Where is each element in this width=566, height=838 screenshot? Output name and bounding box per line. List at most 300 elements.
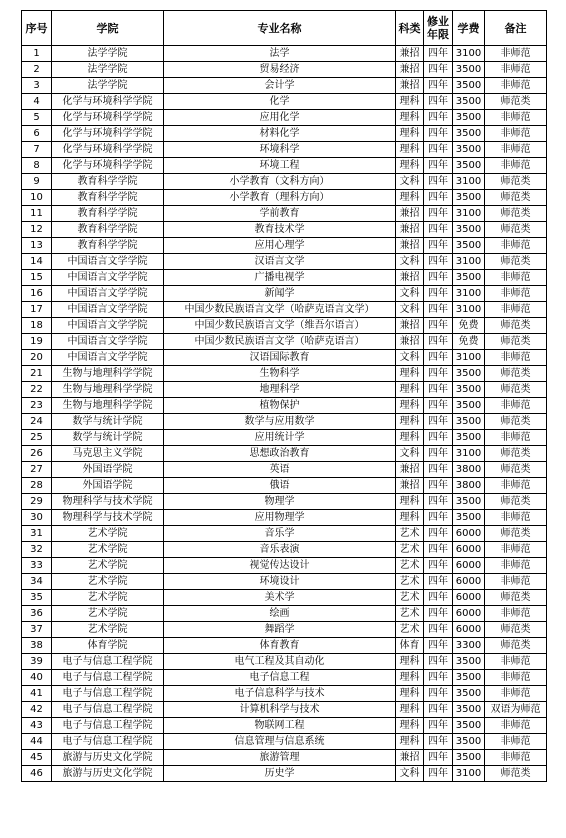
cell-category: 理科: [396, 670, 424, 686]
cell-years: 四年: [424, 94, 453, 110]
table-row: [22, 174, 547, 190]
cell-major: 中国少数民族语言文学（哈萨克语言文学）: [164, 302, 396, 318]
cell-college: 物理科学与技术学院: [52, 494, 164, 510]
cell-major: 数学与应用数学: [164, 414, 396, 430]
cell-note: 非师范: [485, 286, 547, 302]
cell-years: 四年: [424, 606, 453, 622]
cell-fee: 免费: [453, 334, 485, 350]
table-row: [22, 78, 547, 94]
cell-college: 物理科学与技术学院: [52, 510, 164, 526]
table-row: [22, 286, 547, 302]
cell-years: 四年: [424, 270, 453, 286]
cell-college: 法学学院: [52, 78, 164, 94]
cell-major: 电子信息工程: [164, 670, 396, 686]
cell-index: 18: [22, 318, 52, 334]
cell-major: 汉语国际教育: [164, 350, 396, 366]
cell-major: 小学教育（理科方向）: [164, 190, 396, 206]
cell-major: 应用物理学: [164, 510, 396, 526]
cell-college: 艺术学院: [52, 606, 164, 622]
cell-category: 理科: [396, 110, 424, 126]
cell-category: 理科: [396, 686, 424, 702]
cell-major: 中国少数民族语言文学（维吾尔语言）: [164, 318, 396, 334]
header-years: 修业年限: [424, 11, 453, 46]
cell-note: 师范类: [485, 174, 547, 190]
cell-college: 电子与信息工程学院: [52, 734, 164, 750]
cell-index: 22: [22, 382, 52, 398]
cell-major: 教育技术学: [164, 222, 396, 238]
cell-college: 生物与地理科学学院: [52, 366, 164, 382]
cell-years: 四年: [424, 142, 453, 158]
cell-note: 非师范: [485, 510, 547, 526]
cell-college: 中国语言文学学院: [52, 302, 164, 318]
cell-college: 中国语言文学学院: [52, 350, 164, 366]
cell-index: 40: [22, 670, 52, 686]
table-row: [22, 334, 547, 350]
cell-major: 应用化学: [164, 110, 396, 126]
cell-note: 师范类: [485, 494, 547, 510]
table-row: [22, 222, 547, 238]
cell-category: 理科: [396, 382, 424, 398]
cell-college: 教育科学学院: [52, 190, 164, 206]
table-row: [22, 510, 547, 526]
header-note: 备注: [485, 11, 547, 46]
cell-years: 四年: [424, 302, 453, 318]
cell-college: 化学与环境科学学院: [52, 126, 164, 142]
cell-college: 数学与统计学院: [52, 430, 164, 446]
cell-note: 非师范: [485, 398, 547, 414]
cell-index: 46: [22, 766, 52, 782]
cell-category: 文科: [396, 254, 424, 270]
cell-category: 理科: [396, 366, 424, 382]
cell-college: 电子与信息工程学院: [52, 686, 164, 702]
cell-major: 信息管理与信息系统: [164, 734, 396, 750]
cell-note: 非师范: [485, 542, 547, 558]
table-row: [22, 350, 547, 366]
cell-fee: 3800: [453, 462, 485, 478]
cell-college: 教育科学学院: [52, 206, 164, 222]
cell-index: 29: [22, 494, 52, 510]
cell-college: 化学与环境科学学院: [52, 142, 164, 158]
cell-major: 音乐学: [164, 526, 396, 542]
cell-category: 文科: [396, 350, 424, 366]
cell-index: 34: [22, 574, 52, 590]
cell-college: 马克思主义学院: [52, 446, 164, 462]
table-row: [22, 46, 547, 62]
table-row: [22, 606, 547, 622]
cell-index: 33: [22, 558, 52, 574]
cell-category: 文科: [396, 766, 424, 782]
cell-fee: 3500: [453, 430, 485, 446]
cell-category: 文科: [396, 286, 424, 302]
cell-college: 化学与环境科学学院: [52, 158, 164, 174]
cell-index: 13: [22, 238, 52, 254]
cell-major: 化学: [164, 94, 396, 110]
cell-major: 美术学: [164, 590, 396, 606]
table-row: [22, 542, 547, 558]
cell-years: 四年: [424, 574, 453, 590]
cell-fee: 3500: [453, 62, 485, 78]
cell-college: 电子与信息工程学院: [52, 670, 164, 686]
cell-years: 四年: [424, 174, 453, 190]
cell-index: 7: [22, 142, 52, 158]
cell-years: 四年: [424, 590, 453, 606]
cell-fee: 3100: [453, 286, 485, 302]
cell-years: 四年: [424, 478, 453, 494]
cell-index: 10: [22, 190, 52, 206]
cell-fee: 3500: [453, 494, 485, 510]
cell-index: 20: [22, 350, 52, 366]
table-row: [22, 94, 547, 110]
cell-major: 旅游管理: [164, 750, 396, 766]
cell-major: 历史学: [164, 766, 396, 782]
cell-major: 地理科学: [164, 382, 396, 398]
table-row: [22, 638, 547, 654]
table-body: [22, 46, 547, 782]
cell-category: 艺术: [396, 622, 424, 638]
cell-years: 四年: [424, 750, 453, 766]
cell-major: 植物保护: [164, 398, 396, 414]
cell-college: 外国语学院: [52, 462, 164, 478]
cell-note: 双语为师范: [485, 702, 547, 718]
cell-index: 28: [22, 478, 52, 494]
table-row: [22, 622, 547, 638]
cell-note: 师范类: [485, 318, 547, 334]
cell-note: 非师范: [485, 110, 547, 126]
table-row: [22, 254, 547, 270]
cell-note: 非师范: [485, 142, 547, 158]
cell-fee: 3500: [453, 110, 485, 126]
header-category: 科类: [396, 11, 424, 46]
cell-note: 非师范: [485, 670, 547, 686]
cell-note: 非师范: [485, 750, 547, 766]
cell-major: 物联网工程: [164, 718, 396, 734]
header-major: 专业名称: [164, 11, 396, 46]
cell-category: 理科: [396, 126, 424, 142]
cell-fee: 3100: [453, 302, 485, 318]
cell-major: 电气工程及其自动化: [164, 654, 396, 670]
cell-years: 四年: [424, 670, 453, 686]
cell-fee: 3500: [453, 270, 485, 286]
table-row: [22, 430, 547, 446]
cell-fee: 3500: [453, 222, 485, 238]
cell-category: 理科: [396, 190, 424, 206]
cell-fee: 3100: [453, 446, 485, 462]
cell-category: 兼招: [396, 478, 424, 494]
cell-fee: 3500: [453, 94, 485, 110]
cell-college: 中国语言文学学院: [52, 270, 164, 286]
cell-index: 17: [22, 302, 52, 318]
cell-years: 四年: [424, 446, 453, 462]
cell-note: 非师范: [485, 654, 547, 670]
cell-college: 中国语言文学学院: [52, 254, 164, 270]
cell-years: 四年: [424, 462, 453, 478]
cell-fee: 3500: [453, 190, 485, 206]
table-row: [22, 478, 547, 494]
cell-years: 四年: [424, 766, 453, 782]
table-row: [22, 686, 547, 702]
table-row: [22, 446, 547, 462]
cell-note: 非师范: [485, 734, 547, 750]
cell-note: 师范类: [485, 94, 547, 110]
table-row: [22, 734, 547, 750]
cell-years: 四年: [424, 206, 453, 222]
cell-college: 中国语言文学学院: [52, 318, 164, 334]
cell-note: 非师范: [485, 126, 547, 142]
cell-fee: 6000: [453, 542, 485, 558]
cell-category: 兼招: [396, 62, 424, 78]
cell-note: 非师范: [485, 430, 547, 446]
cell-major: 中国少数民族语言文学（哈萨克语言）: [164, 334, 396, 350]
cell-major: 广播电视学: [164, 270, 396, 286]
cell-note: 非师范: [485, 270, 547, 286]
table-row: [22, 574, 547, 590]
cell-college: 艺术学院: [52, 542, 164, 558]
cell-note: 师范类: [485, 446, 547, 462]
header-college: 学院: [52, 11, 164, 46]
cell-college: 电子与信息工程学院: [52, 702, 164, 718]
cell-note: 师范类: [485, 766, 547, 782]
cell-years: 四年: [424, 622, 453, 638]
cell-college: 电子与信息工程学院: [52, 718, 164, 734]
cell-category: 兼招: [396, 238, 424, 254]
cell-major: 汉语言文学: [164, 254, 396, 270]
cell-note: 师范类: [485, 334, 547, 350]
cell-fee: 3500: [453, 238, 485, 254]
table-row: [22, 670, 547, 686]
cell-category: 兼招: [396, 206, 424, 222]
cell-index: 41: [22, 686, 52, 702]
cell-note: 师范类: [485, 222, 547, 238]
cell-index: 8: [22, 158, 52, 174]
cell-category: 兼招: [396, 334, 424, 350]
cell-major: 视觉传达设计: [164, 558, 396, 574]
cell-note: 师范类: [485, 190, 547, 206]
cell-major: 环境科学: [164, 142, 396, 158]
cell-major: 贸易经济: [164, 62, 396, 78]
cell-category: 理科: [396, 398, 424, 414]
table-row: [22, 590, 547, 606]
cell-note: 师范类: [485, 462, 547, 478]
cell-index: 15: [22, 270, 52, 286]
cell-major: 音乐表演: [164, 542, 396, 558]
cell-college: 法学学院: [52, 62, 164, 78]
cell-college: 化学与环境科学学院: [52, 110, 164, 126]
cell-major: 应用心理学: [164, 238, 396, 254]
cell-fee: 3500: [453, 750, 485, 766]
cell-category: 理科: [396, 430, 424, 446]
cell-fee: 6000: [453, 590, 485, 606]
header-fee: 学费: [453, 11, 485, 46]
cell-major: 环境工程: [164, 158, 396, 174]
cell-college: 艺术学院: [52, 558, 164, 574]
cell-note: 师范类: [485, 414, 547, 430]
cell-college: 艺术学院: [52, 526, 164, 542]
cell-index: 27: [22, 462, 52, 478]
table-row: [22, 382, 547, 398]
cell-fee: 3500: [453, 142, 485, 158]
cell-fee: 3100: [453, 350, 485, 366]
cell-fee: 3100: [453, 766, 485, 782]
cell-fee: 3500: [453, 718, 485, 734]
cell-category: 理科: [396, 494, 424, 510]
cell-fee: 6000: [453, 558, 485, 574]
cell-years: 四年: [424, 638, 453, 654]
cell-college: 艺术学院: [52, 574, 164, 590]
cell-years: 四年: [424, 286, 453, 302]
cell-index: 24: [22, 414, 52, 430]
cell-index: 38: [22, 638, 52, 654]
cell-major: 生物科学: [164, 366, 396, 382]
cell-category: 理科: [396, 734, 424, 750]
cell-years: 四年: [424, 254, 453, 270]
cell-category: 艺术: [396, 590, 424, 606]
cell-category: 理科: [396, 510, 424, 526]
majors-table-container: [21, 10, 547, 782]
cell-note: 非师范: [485, 478, 547, 494]
cell-index: 42: [22, 702, 52, 718]
cell-index: 44: [22, 734, 52, 750]
cell-college: 中国语言文学学院: [52, 286, 164, 302]
cell-category: 艺术: [396, 558, 424, 574]
table-row: [22, 62, 547, 78]
cell-years: 四年: [424, 190, 453, 206]
cell-note: 非师范: [485, 350, 547, 366]
cell-index: 16: [22, 286, 52, 302]
header-index: 序号: [22, 11, 52, 46]
cell-index: 14: [22, 254, 52, 270]
table-row: [22, 398, 547, 414]
cell-major: 小学教育（文科方向）: [164, 174, 396, 190]
cell-index: 11: [22, 206, 52, 222]
cell-fee: 6000: [453, 574, 485, 590]
cell-years: 四年: [424, 398, 453, 414]
cell-fee: 3500: [453, 670, 485, 686]
cell-fee: 3100: [453, 206, 485, 222]
cell-years: 四年: [424, 110, 453, 126]
table-row: [22, 206, 547, 222]
cell-category: 理科: [396, 702, 424, 718]
cell-category: 理科: [396, 94, 424, 110]
cell-index: 45: [22, 750, 52, 766]
cell-note: 非师范: [485, 46, 547, 62]
cell-major: 思想政治教育: [164, 446, 396, 462]
cell-college: 外国语学院: [52, 478, 164, 494]
cell-note: 师范类: [485, 206, 547, 222]
cell-fee: 3500: [453, 382, 485, 398]
cell-years: 四年: [424, 350, 453, 366]
cell-years: 四年: [424, 46, 453, 62]
cell-major: 物理学: [164, 494, 396, 510]
cell-major: 俄语: [164, 478, 396, 494]
cell-years: 四年: [424, 62, 453, 78]
cell-fee: 3300: [453, 638, 485, 654]
cell-fee: 3500: [453, 414, 485, 430]
cell-category: 文科: [396, 446, 424, 462]
cell-major: 应用统计学: [164, 430, 396, 446]
cell-index: 5: [22, 110, 52, 126]
cell-fee: 6000: [453, 622, 485, 638]
cell-index: 2: [22, 62, 52, 78]
cell-fee: 3500: [453, 398, 485, 414]
cell-years: 四年: [424, 126, 453, 142]
cell-major: 环境设计: [164, 574, 396, 590]
cell-category: 艺术: [396, 574, 424, 590]
cell-college: 体育学院: [52, 638, 164, 654]
cell-index: 25: [22, 430, 52, 446]
cell-index: 26: [22, 446, 52, 462]
cell-years: 四年: [424, 494, 453, 510]
cell-note: 师范类: [485, 382, 547, 398]
header-row: [22, 11, 547, 46]
cell-index: 23: [22, 398, 52, 414]
table-row: [22, 558, 547, 574]
table-row: [22, 494, 547, 510]
cell-fee: 3100: [453, 254, 485, 270]
cell-major: 学前教育: [164, 206, 396, 222]
cell-fee: 3800: [453, 478, 485, 494]
cell-note: 非师范: [485, 718, 547, 734]
cell-fee: 3500: [453, 78, 485, 94]
cell-category: 兼招: [396, 270, 424, 286]
cell-index: 36: [22, 606, 52, 622]
cell-major: 绘画: [164, 606, 396, 622]
cell-college: 教育科学学院: [52, 174, 164, 190]
cell-major: 电子信息科学与技术: [164, 686, 396, 702]
table-row: [22, 190, 547, 206]
table-row: [22, 270, 547, 286]
cell-years: 四年: [424, 654, 453, 670]
cell-major: 英语: [164, 462, 396, 478]
cell-note: 师范类: [485, 526, 547, 542]
cell-index: 3: [22, 78, 52, 94]
table-row: [22, 654, 547, 670]
table-row: [22, 702, 547, 718]
cell-fee: 3500: [453, 510, 485, 526]
cell-college: 化学与环境科学学院: [52, 94, 164, 110]
cell-index: 1: [22, 46, 52, 62]
cell-years: 四年: [424, 702, 453, 718]
cell-years: 四年: [424, 430, 453, 446]
cell-index: 4: [22, 94, 52, 110]
cell-fee: 3500: [453, 158, 485, 174]
cell-college: 数学与统计学院: [52, 414, 164, 430]
cell-category: 兼招: [396, 222, 424, 238]
cell-major: 体育教育: [164, 638, 396, 654]
cell-index: 39: [22, 654, 52, 670]
cell-note: 非师范: [485, 558, 547, 574]
cell-years: 四年: [424, 382, 453, 398]
cell-category: 理科: [396, 158, 424, 174]
cell-years: 四年: [424, 158, 453, 174]
cell-years: 四年: [424, 718, 453, 734]
cell-major: 新闻学: [164, 286, 396, 302]
cell-category: 兼招: [396, 462, 424, 478]
cell-college: 电子与信息工程学院: [52, 654, 164, 670]
majors-table: [21, 10, 547, 782]
table-row: [22, 366, 547, 382]
cell-fee: 3500: [453, 734, 485, 750]
cell-fee: 免费: [453, 318, 485, 334]
cell-index: 37: [22, 622, 52, 638]
cell-years: 四年: [424, 366, 453, 382]
cell-note: 师范类: [485, 638, 547, 654]
cell-index: 32: [22, 542, 52, 558]
cell-years: 四年: [424, 318, 453, 334]
cell-college: 生物与地理科学学院: [52, 382, 164, 398]
cell-category: 兼招: [396, 78, 424, 94]
cell-note: 师范类: [485, 366, 547, 382]
cell-index: 43: [22, 718, 52, 734]
